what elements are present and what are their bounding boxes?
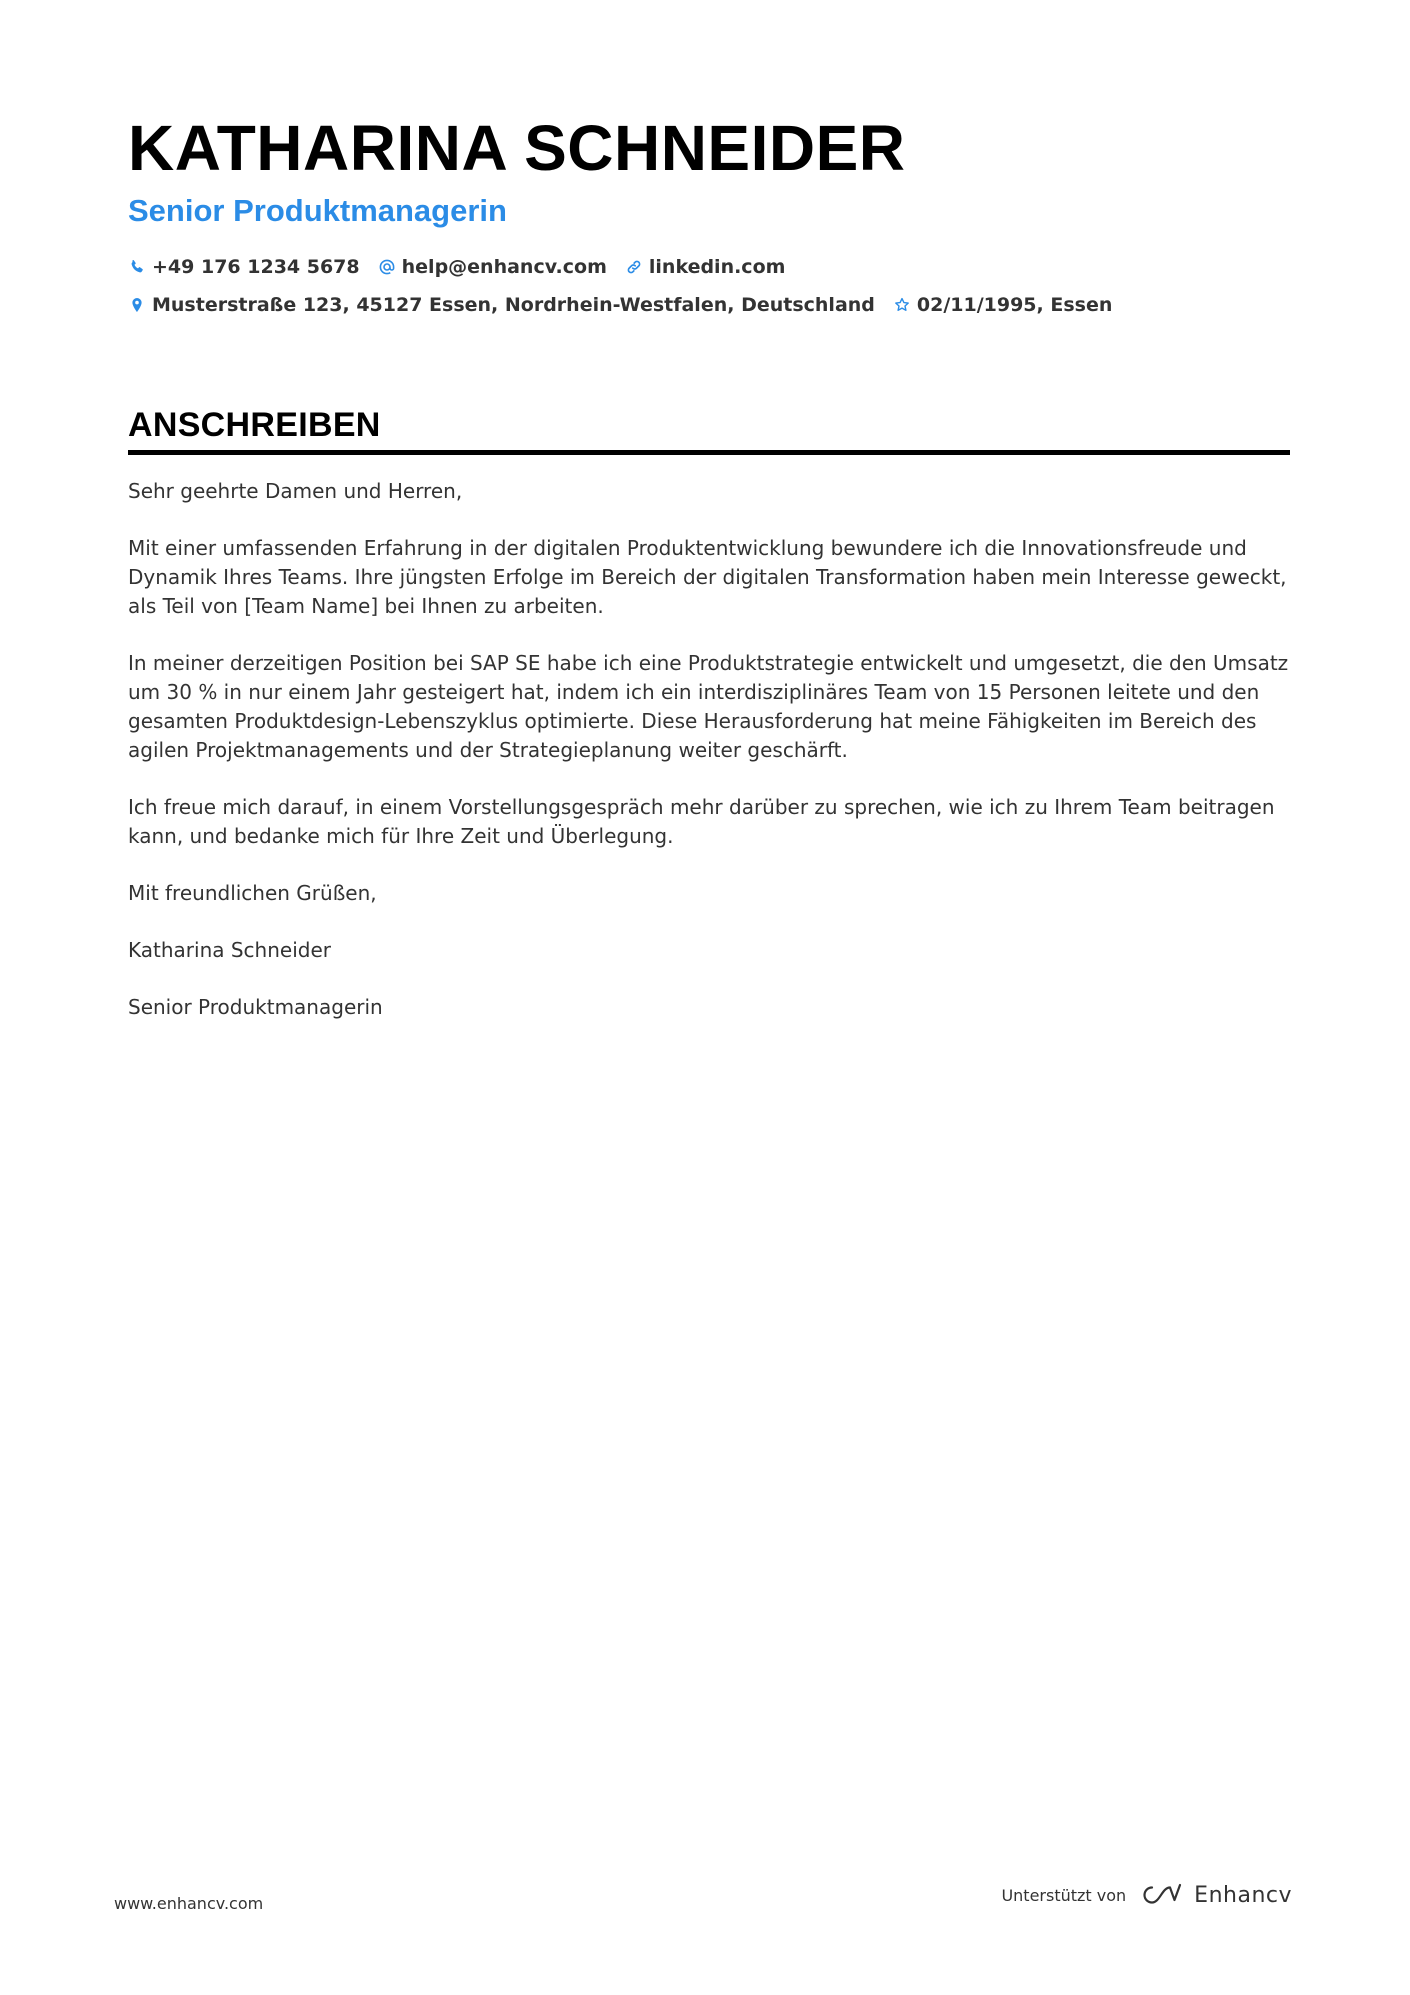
birth-text: 02/11/1995, Essen xyxy=(916,294,1113,316)
contact-email[interactable] xyxy=(378,256,607,278)
phone-text: +49 176 1234 5678 xyxy=(152,256,360,278)
email-text: help@enhancv.com xyxy=(401,256,607,278)
letter-paragraph: Ich freue mich darauf, in einem Vorstellungsgespräch mehr darüber zu sprechen, wie ich zu Ihrem Team beitragen kann, und bedanke mich für Ihre Zeit und Überlegung. xyxy=(128,795,1275,848)
section-title: ANSCHREIBEN xyxy=(128,406,381,444)
candidate-name: KATHARINA SCHNEIDER xyxy=(128,112,906,184)
star-icon xyxy=(893,296,911,314)
contact-row-2 xyxy=(128,286,1288,324)
contact-row-1 xyxy=(128,248,1288,286)
contact-phone xyxy=(128,256,360,278)
powered-by-text: Unterstützt von xyxy=(1001,1885,1127,1905)
section-divider xyxy=(128,450,1290,455)
letter-paragraph: In meiner derzeitigen Position bei SAP SE habe ich eine Produktstrategie entwickelt und umgesetzt, die den Umsatz um 30 % in nur einem Jahr gesteigert hat, indem ich ein interdisziplinäres Team von 15 Personen leitete und den gesamten Produktdesign-Lebenszyklus optimierte. Diese Herausforderung hat meine Fähigkeiten im Bereich des agilen Projektmanagements und der Strategieplanung weiter geschärft. xyxy=(128,651,1289,762)
at-icon xyxy=(378,258,396,276)
link-text: linkedin.com xyxy=(648,256,786,278)
footer-branding xyxy=(1001,1882,1292,1908)
header xyxy=(128,108,1288,324)
letter-paragraph: Mit einer umfassenden Erfahrung in der digitalen Produktentwicklung bewundere ich die Innovationsfreude und Dynamik Ihres Teams. Ihre jüngsten Erfolge im Bereich der digitalen Transformation haben mein Interesse geweckt, als Teil von [Team Name] bei Ihnen zu arbeiten. xyxy=(128,536,1287,618)
phone-icon xyxy=(128,258,146,276)
address-text: Musterstraße 123, 45127 Essen, Nordrhein-Westfalen, Deutschland xyxy=(152,294,875,316)
enhancv-logo-icon xyxy=(1138,1882,1184,1908)
letter-greeting: Sehr geehrte Damen und Herren, xyxy=(128,479,463,503)
letter-closing: Mit freundlichen Grüßen, xyxy=(128,881,377,905)
signature-title: Senior Produktmanagerin xyxy=(128,995,383,1019)
contact-birth xyxy=(893,294,1112,316)
location-pin-icon xyxy=(128,296,146,314)
cover-letter-section xyxy=(128,404,1290,1050)
brand-name: Enhancv xyxy=(1194,1882,1292,1908)
contact-link[interactable] xyxy=(625,256,786,278)
letter-body xyxy=(128,477,1290,1022)
link-icon xyxy=(625,258,643,276)
signature-name: Katharina Schneider xyxy=(128,938,331,962)
contact-address xyxy=(128,294,875,316)
footer-website[interactable]: www.enhancv.com xyxy=(114,1894,264,1913)
candidate-role: Senior Produktmanagerin xyxy=(128,193,507,228)
